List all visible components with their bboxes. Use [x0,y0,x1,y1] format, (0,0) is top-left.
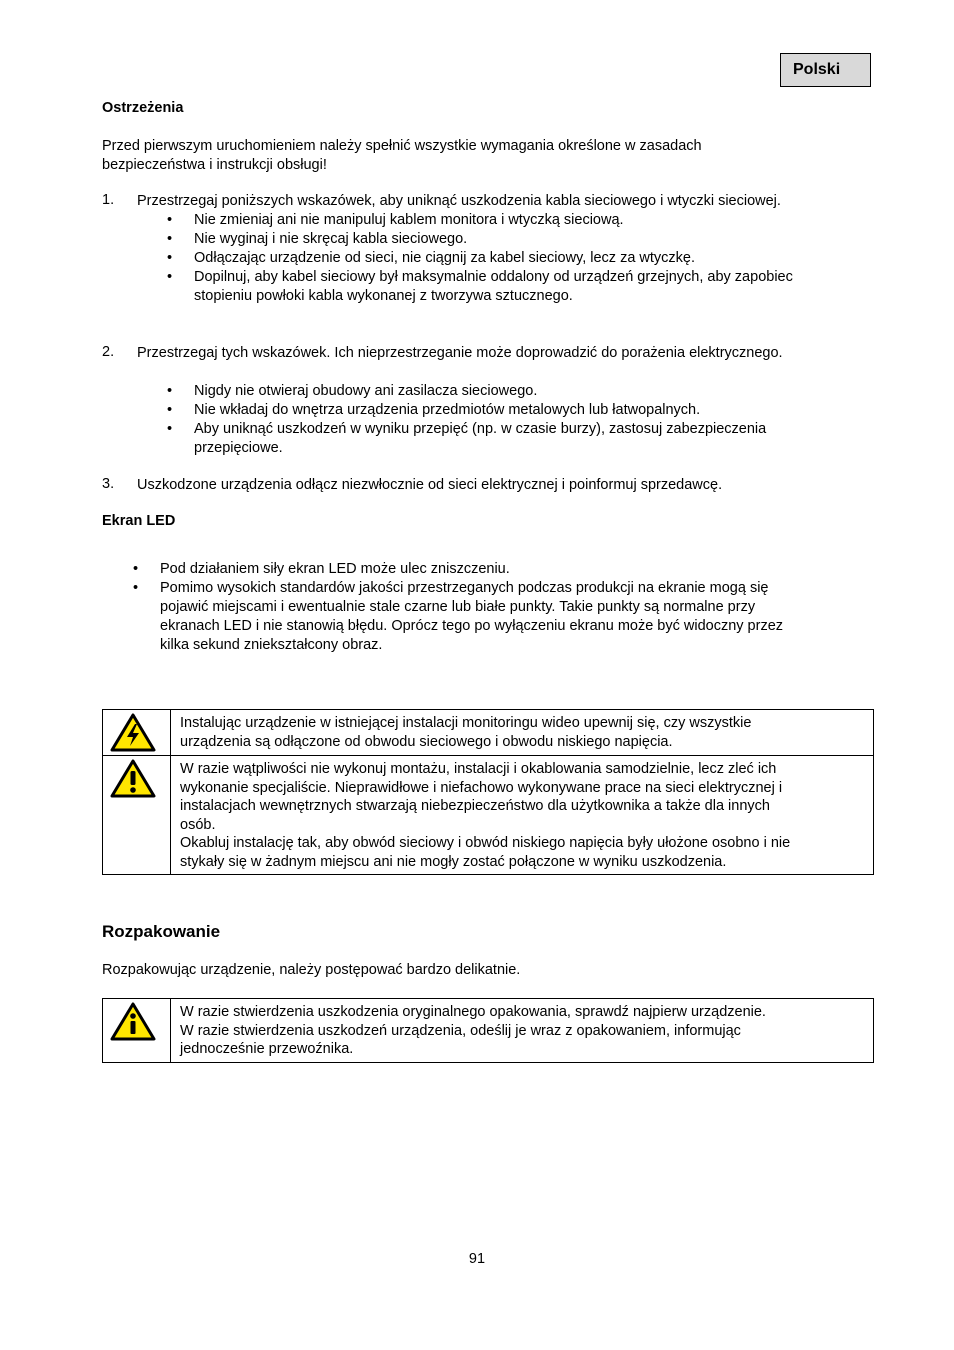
table-row [103,999,874,1063]
bullet: • [167,383,173,399]
bullet: • [167,269,173,285]
list-item: • Pod działaniem siły ekran LED może ulec zniszczeniu. [133,561,510,577]
table-row [103,710,874,756]
item-number: 3. [102,476,115,492]
list-item: • Nigdy nie otwieraj obudowy ani zasilacza sieciowego. [167,383,538,399]
bullet: • [167,402,173,418]
icon-cell [103,710,171,756]
item-number: 1. [102,192,115,208]
page-number: 91 [468,1251,486,1267]
intro-line: bezpieczeństwa i instrukcji obsługi! [102,157,327,173]
item-text: Przestrzegaj tych wskazówek. Ich nieprzestrzeganie może doprowadzić do porażenia elektrycznego. [137,345,783,361]
led-heading: Ekran LED [102,513,176,529]
note-text: Instalując urządzenie w istniejącej instalacji monitoringu wideo upewnij się, czy wszystkie urządzenia są odłączone od obwodu sieciowego i obwodu niskiego napięcia. [171,710,874,756]
list-item: • Odłączając urządzenie od sieci, nie ciągnij za kabel sieciowy, lecz za wtyczkę. [167,250,696,266]
warning-notes-table [102,709,874,875]
unpack-paragraph: Rozpakowując urządzenie, należy postępować bardzo delikatnie. [102,962,521,978]
led-bullets [133,560,874,655]
item-number: 2. [102,344,115,360]
icon-cell [103,999,171,1063]
voltage-warning-icon [110,713,156,753]
exclamation-warning-icon [110,759,156,799]
note-text: W razie wątpliwości nie wykonuj montażu, instalacji i okablowania samodzielnie, lecz zleć ich wykonanie specjaliście. Nieprawidłowe i niefachowo wykonywane prace na sieci elektrycznej i instalacjach wewnętrznych stwarzają niebezpieczeństwo dla użytkownika a także dla innych osób. Okabluj instalację tak, aby obwód sieciowy i obwód niskiego napięcia były ułożone osobno i nie stykały się w żadnym miejscu ani nie mogły zostać połączone w wyniku uszkodzenia. [171,756,874,875]
info-warning-icon [110,1002,156,1042]
note-text: W razie stwierdzenia uszkodzenia oryginalnego opakowania, sprawdź najpierw urządzenie. W razie stwierdzenia uszkodzeń urządzenia, odeślij je wraz z opakowaniem, informując jednocześnie przewoźnika. [171,999,874,1063]
list-item: • Pomimo wysokich standardów jakości przestrzeganych podczas produkcji na ekranie mogą się pojawić miejscami i ewentualnie stale czarne lub białe punkty. Takie punkty są normalne przy ekranach LED i nie stanowią błędu. Oprócz tego po wyłączeniu ekranu może być widoczny przez kilka sekund zniekształcony obraz. [133,580,784,653]
list-item: • Dopilnuj, aby kabel sieciowy był maksymalnie oddalony od urządzeń grzejnych, aby zapobiec stopieniu powłoki kabla wykonanej z tworzywa sztucznego. [167,269,793,304]
icon-cell [103,756,171,875]
list-item: • Aby uniknąć uszkodzeń w wyniku przepięć (np. w czasie burzy), zastosuj zabezpieczenia przepięciowe. [167,421,767,456]
item-2-bullets [167,382,874,458]
warnings-heading: Ostrzeżenia [102,100,184,116]
list-item: • Nie zmieniaj ani nie manipuluj kablem monitora i wtyczką sieciową. [167,212,624,228]
item-1-bullets [167,211,874,306]
unpack-heading: Rozpakowanie [102,922,221,941]
bullet: • [167,231,173,247]
bullet: • [167,250,173,266]
intro-line: Przed pierwszym uruchomieniem należy spełnić wszystkie wymagania określone w zasadach [102,138,702,154]
list-item: • Nie wyginaj i nie skręcaj kabla sieciowego. [167,231,468,247]
language-label: Polski [780,53,871,87]
intro-paragraph [102,137,702,175]
bullet: • [133,580,139,596]
list-item: • Nie wkładaj do wnętrza urządzenia przedmiotów metalowych lub łatwopalnych. [167,402,701,418]
bullet: • [167,212,173,228]
unpack-note-table [102,998,874,1063]
bullet: • [133,561,139,577]
item-text: Przestrzegaj poniższych wskazówek, aby uniknąć uszkodzenia kabla sieciowego i wtyczki sieciowej. [137,193,781,209]
bullet: • [167,421,173,437]
item-text: Uszkodzone urządzenia odłącz niezwłocznie od sieci elektrycznej i poinformuj sprzedawcę. [137,477,723,493]
table-row [103,756,874,875]
